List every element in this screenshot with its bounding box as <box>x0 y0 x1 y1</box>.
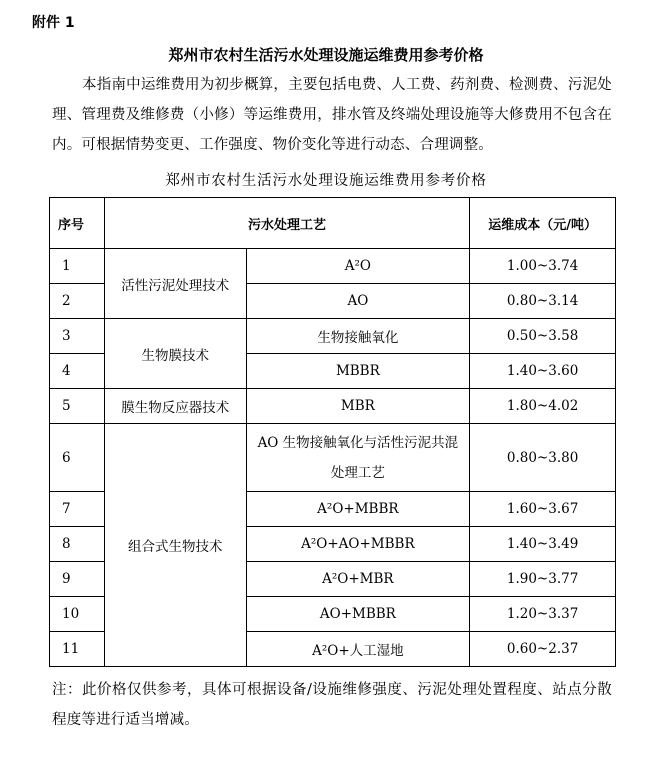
table-caption: 郑州市农村生活污水处理设施运维费用参考价格 <box>165 173 487 189</box>
group-combined: 组合式生物技术 <box>104 424 246 667</box>
row-cost: 1.40~3.49 <box>470 527 616 562</box>
row-cost: 0.60~2.37 <box>470 632 616 667</box>
row-cost: 1.40~3.60 <box>470 354 616 389</box>
row-process: AO+MBBR <box>246 597 470 632</box>
row-no: 3 <box>50 319 105 354</box>
row-cost: 1.80~4.02 <box>470 389 616 424</box>
row-process: A²O+MBBR <box>246 492 470 527</box>
row-no: 4 <box>50 354 105 389</box>
row-no: 8 <box>50 527 105 562</box>
group-activated-sludge: 活性污泥处理技术 <box>104 249 246 319</box>
cost-table <box>49 197 616 667</box>
row-process: A²O <box>246 249 470 284</box>
row-process: AO <box>246 284 470 319</box>
table-row <box>50 249 616 284</box>
attachment-label: 附件 1 <box>32 15 75 31</box>
row-cost: 1.00~3.74 <box>470 249 616 284</box>
row-process: A²O+AO+MBBR <box>246 527 470 562</box>
row-no: 11 <box>50 632 105 667</box>
row-no: 5 <box>50 389 105 424</box>
row-cost: 0.50~3.58 <box>470 319 616 354</box>
row-no: 7 <box>50 492 105 527</box>
row-process: 生物接触氧化 <box>246 319 470 354</box>
row-cost: 1.60~3.67 <box>470 492 616 527</box>
table-row <box>50 424 616 492</box>
row-no: 6 <box>50 424 105 492</box>
footnote: 注：此价格仅供参考，具体可根据设备/设施维修强度、污泥处理处置程度、站点分散程度等进行适当增减。 <box>52 682 612 728</box>
row-process: A²O+MBR <box>246 562 470 597</box>
row-no: 10 <box>50 597 105 632</box>
header-no: 序号 <box>50 198 105 249</box>
row-cost: 1.20~3.37 <box>470 597 616 632</box>
row-process: AO 生物接触氧化与活性污泥共混处理工艺 <box>246 424 470 492</box>
row-no: 9 <box>50 562 105 597</box>
group-mbr: 膜生物反应器技术 <box>104 389 246 424</box>
document-title: 郑州市农村生活污水处理设施运维费用参考价格 <box>168 46 484 64</box>
row-process: MBR <box>246 389 470 424</box>
intro-paragraph: 本指南中运维费用为初步概算，主要包括电费、人工费、药剂费、检测费、污泥处理、管理费及维修费（小修）等运维费用，排水管及终端处理设施等大修费用不包含在内。可根据情势变更、工作强度、物价变化等进行动态、合理调整。 <box>52 77 612 153</box>
row-cost: 0.80~3.14 <box>470 284 616 319</box>
group-biofilm: 生物膜技术 <box>104 319 246 389</box>
row-cost: 1.90~3.77 <box>470 562 616 597</box>
row-no: 2 <box>50 284 105 319</box>
row-no: 1 <box>50 249 105 284</box>
table-row <box>50 389 616 424</box>
header-process: 污水处理工艺 <box>104 198 469 249</box>
header-cost: 运维成本（元/吨） <box>470 198 616 249</box>
row-process: MBBR <box>246 354 470 389</box>
row-process: A²O+人工湿地 <box>246 632 470 667</box>
row-cost: 0.80~3.80 <box>470 424 616 492</box>
table-row <box>50 319 616 354</box>
